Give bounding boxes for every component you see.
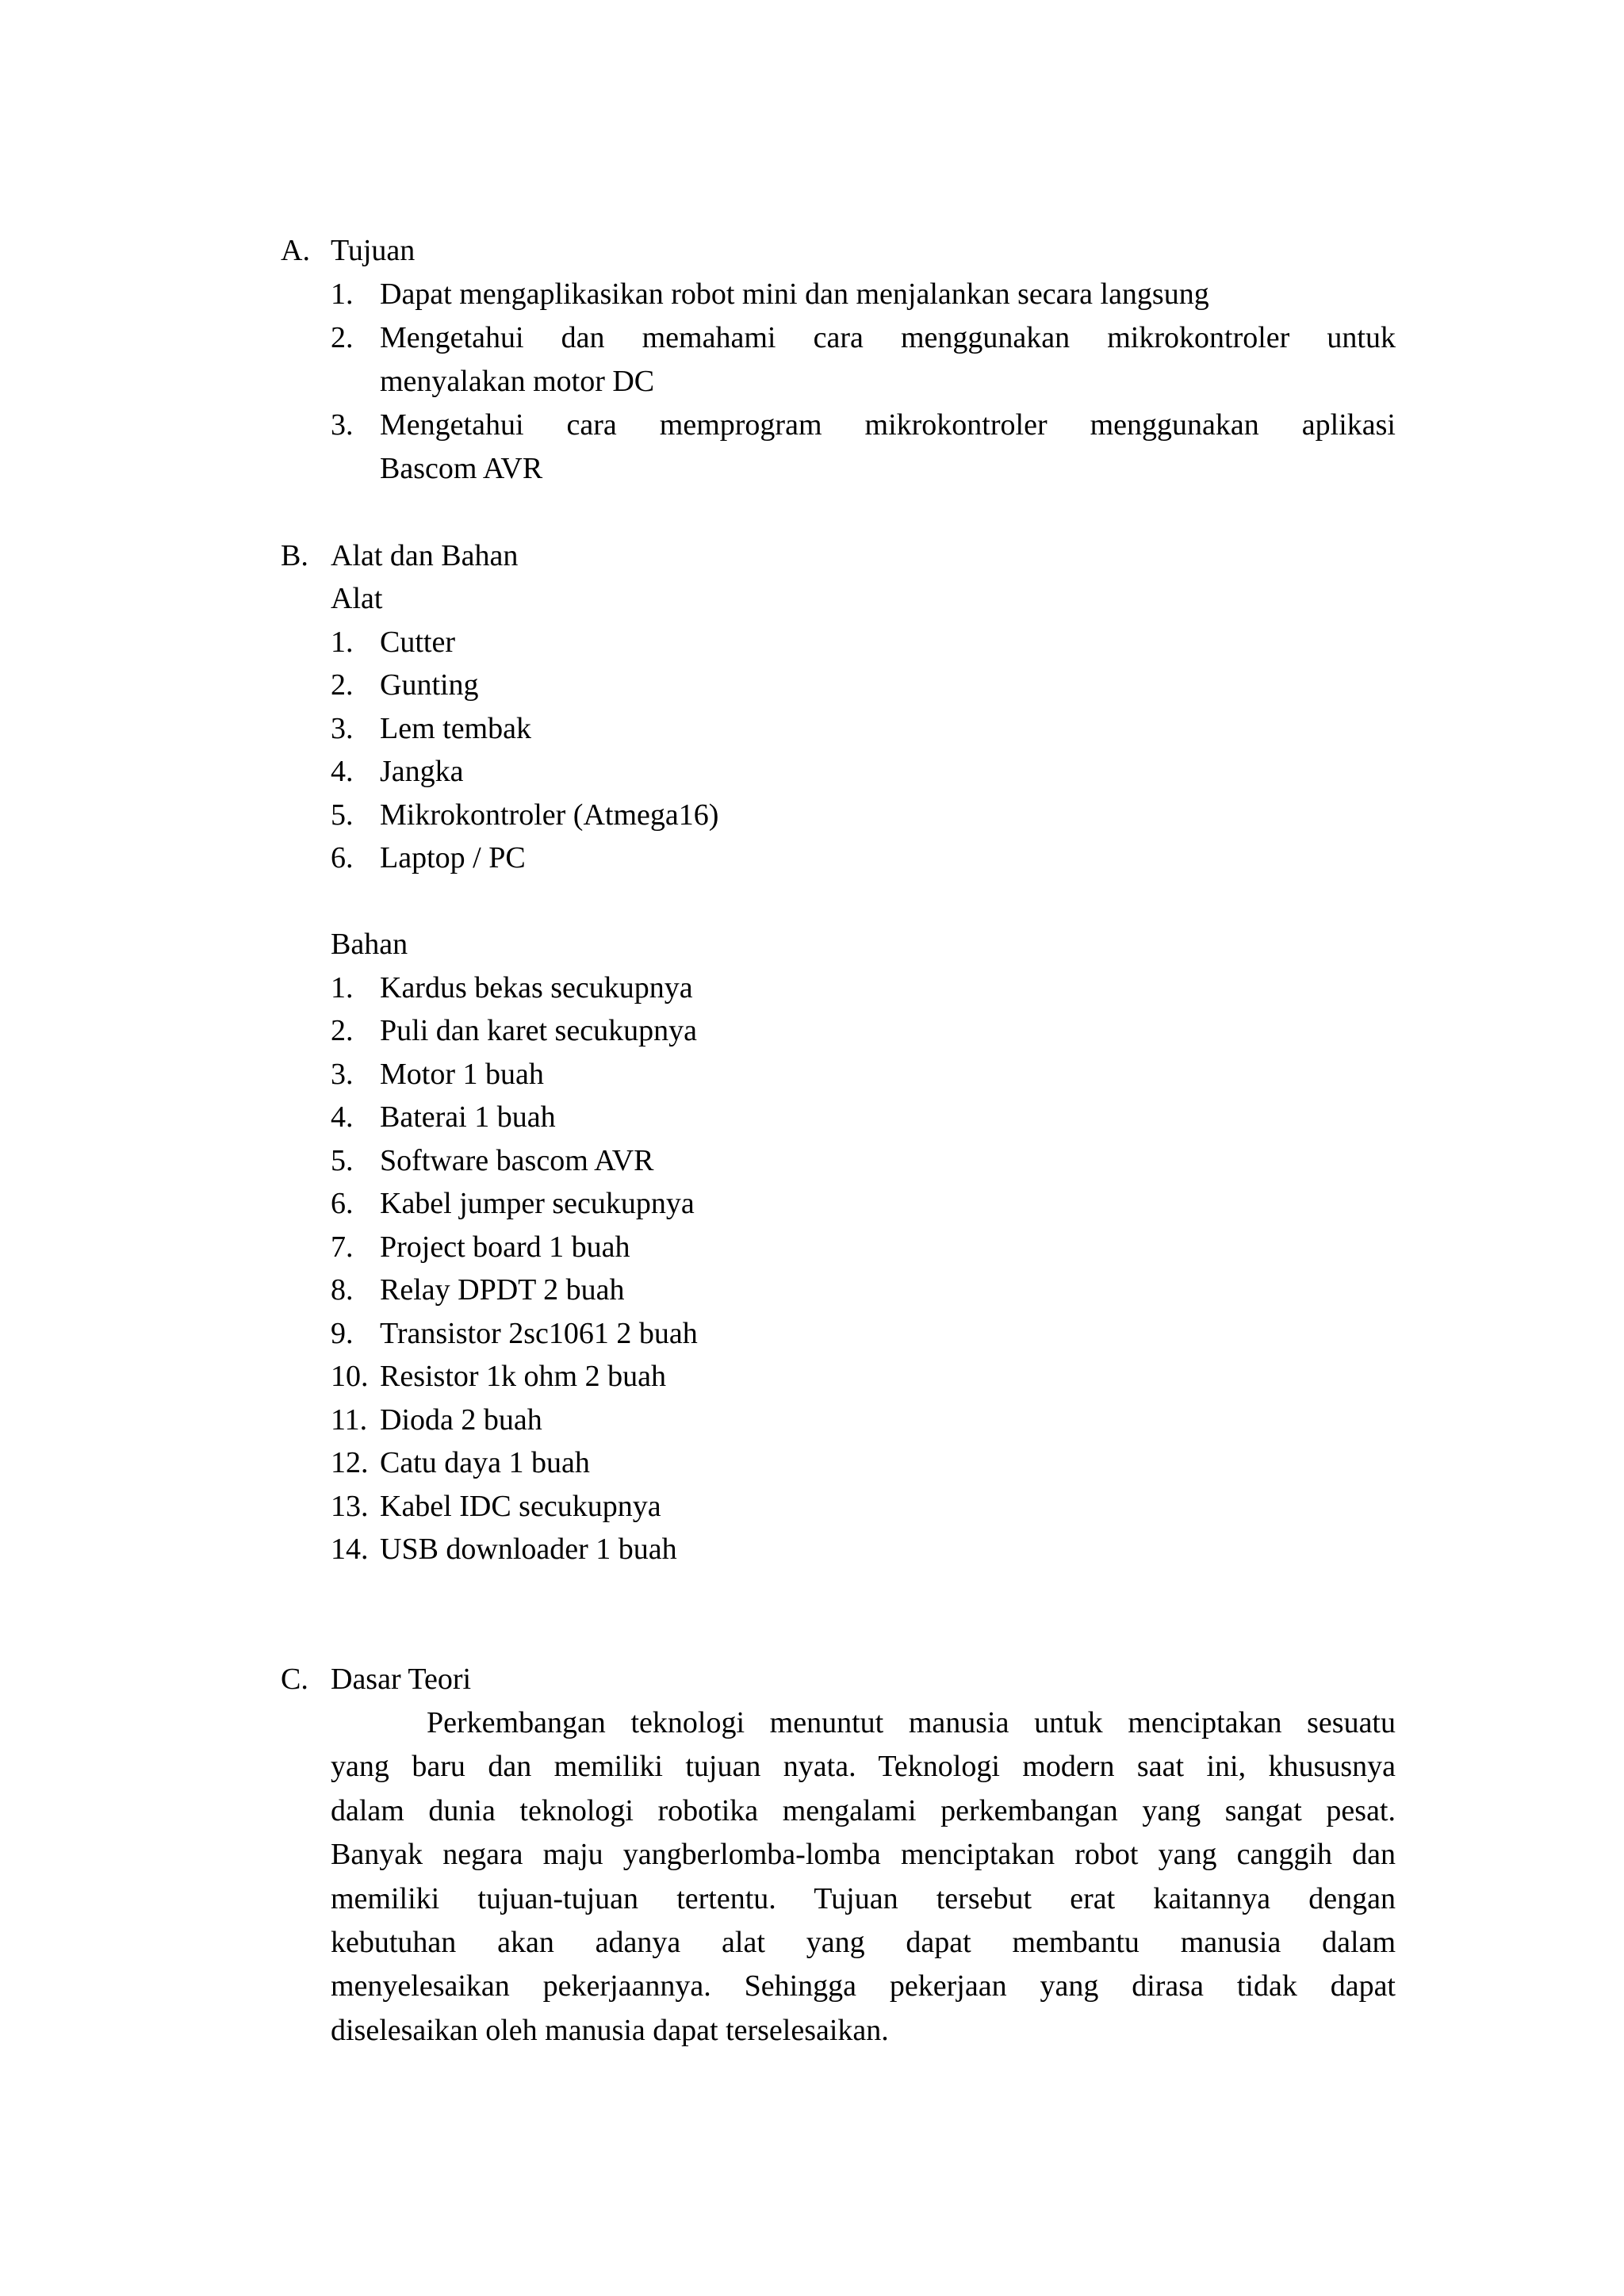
paragraph-line: dalam dunia teknologi robotika mengalami perkembangan yang sangat pesat. [331,1793,1396,1827]
list-text: Baterai 1 buah [380,1100,556,1134]
list-number: 1. [331,626,354,659]
list-text: Resistor 1k ohm 2 buah [380,1360,666,1393]
list-number: 6. [331,1187,354,1220]
section-letter: A. [281,234,310,267]
paragraph-line: Banyak negara maju yangberlomba-lomba menciptakan robot yang canggih dan [331,1838,1396,1872]
paragraph-line: yang baru dan memiliki tujuan nyata. Teknologi modern saat ini, khususnya [331,1750,1396,1784]
section-letter: B. [281,539,308,572]
list-text: Kabel jumper secukupnya [380,1187,695,1220]
section-title: Tujuan [331,234,416,267]
list-number: 2. [331,321,354,354]
list-text: Kabel IDC secukupnya [380,1490,661,1523]
list-text: Software bascom AVR [380,1144,654,1177]
list-number: 2. [331,1014,354,1047]
list-text: Jangka [380,755,464,788]
subheading-alat: Alat [331,582,383,615]
list-number: 7. [331,1230,354,1264]
list-text: Laptop / PC [380,841,526,874]
paragraph-line: memiliki tujuan-tujuan tertentu. Tujuan tersebut erat kaitannya dengan [331,1881,1396,1915]
list-text [380,316,1396,404]
list-text: Dapat mengaplikasikan robot mini dan menjalankan secara langsung [380,277,1209,311]
list-text: Kardus bekas secukupnya [380,971,693,1004]
list-text: Dioda 2 buah [380,1403,542,1437]
list-number: 10. [331,1360,369,1393]
list-text: USB downloader 1 buah [380,1533,677,1566]
list-text: Motor 1 buah [380,1058,544,1091]
list-text [380,404,1396,491]
section-title: Dasar Teori [331,1663,472,1696]
list-number: 12. [331,1446,369,1479]
list-number: 4. [331,755,354,788]
list-text-line: Bascom AVR [380,452,543,485]
list-text: Relay DPDT 2 buah [380,1273,625,1307]
list-text: Puli dan karet secukupnya [380,1014,697,1047]
list-number: 8. [331,1273,354,1307]
list-text: Gunting [380,668,479,702]
paragraph-line: Perkembangan teknologi menuntut manusia untuk menciptakan sesuatu [427,1706,1396,1739]
list-text-line: menyalakan motor DC [380,365,655,398]
list-number: 9. [331,1317,354,1350]
list-text-line: Mengetahui cara memprogram mikrokontroler menggunakan aplikasi [380,408,1396,442]
paragraph-line: diselesaikan oleh manusia dapat terselesaikan. [331,2013,889,2047]
paragraph-line: kebutuhan akan adanya alat yang dapat membantu manusia dalam [331,1925,1396,1959]
list-number: 4. [331,1100,354,1134]
list-text-line: Mengetahui dan memahami cara menggunakan mikrokontroler untuk [380,321,1396,354]
list-number: 3. [331,408,354,442]
list-text: Transistor 2sc1061 2 buah [380,1317,698,1350]
list-text: Cutter [380,626,455,659]
list-number: 1. [331,277,354,311]
section-letter: C. [281,1663,308,1696]
subheading-bahan: Bahan [331,928,408,961]
list-text: Project board 1 buah [380,1230,630,1264]
list-number: 3. [331,1058,354,1091]
section-title: Alat dan Bahan [331,539,519,572]
list-number: 2. [331,668,354,702]
list-number: 13. [331,1490,369,1523]
list-text: Mikrokontroler (Atmega16) [380,798,719,832]
list-text: Lem tembak [380,712,531,745]
theory-paragraph [331,1701,1396,2053]
list-number: 11. [331,1403,368,1437]
paragraph-line: menyelesaikan pekerjaannya. Sehingga pekerjaan yang dirasa tidak dapat [331,1969,1396,2003]
list-number: 5. [331,798,354,832]
list-number: 1. [331,971,354,1004]
list-number: 6. [331,841,354,874]
list-text: Catu daya 1 buah [380,1446,590,1479]
list-number: 3. [331,712,354,745]
list-number: 14. [331,1533,369,1566]
list-number: 5. [331,1144,354,1177]
